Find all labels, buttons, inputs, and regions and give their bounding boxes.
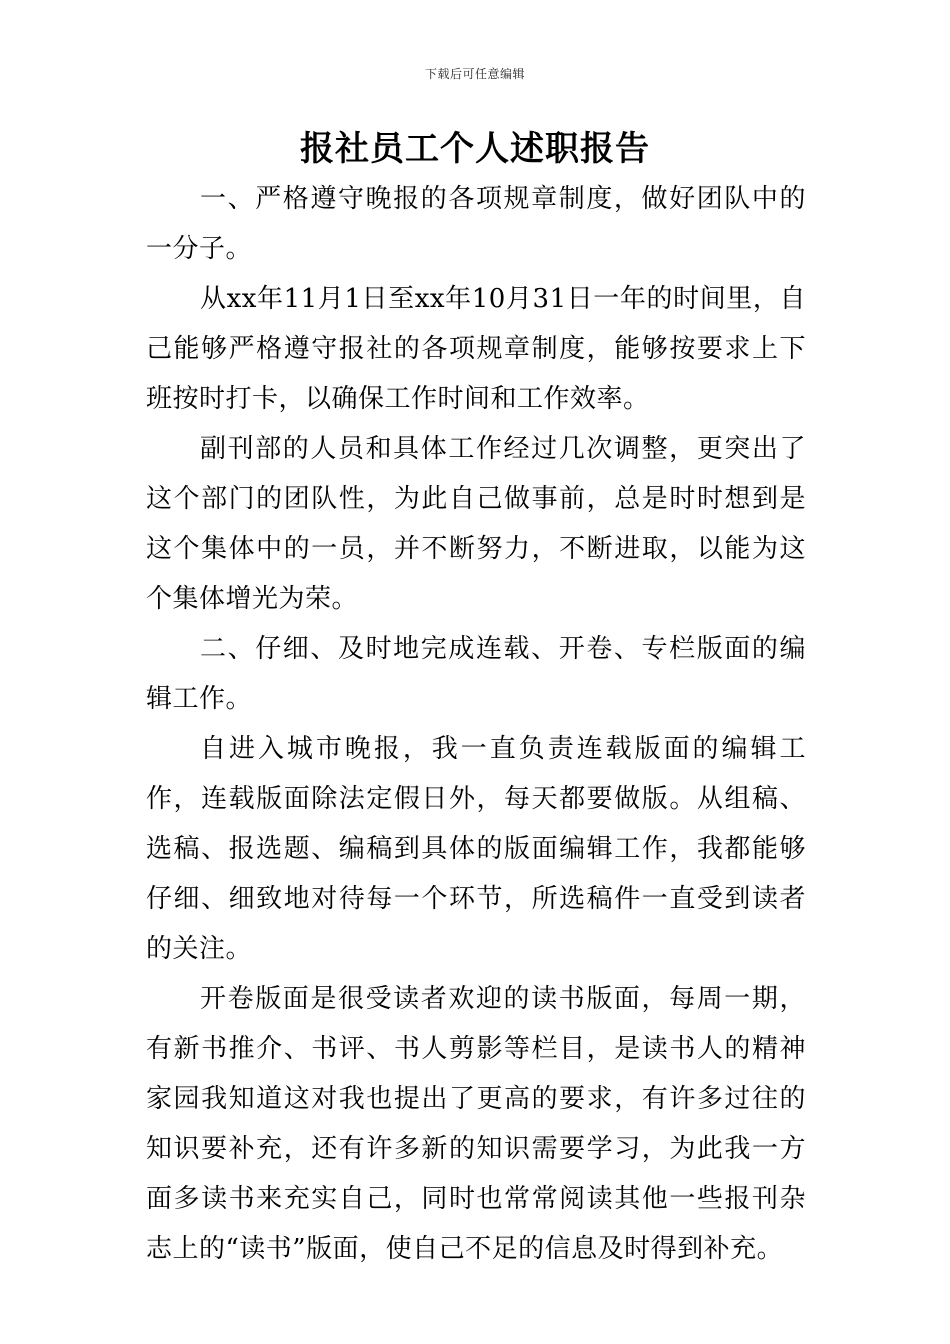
document-title: 报社员工个人述职报告 (300, 129, 650, 169)
document-body (146, 174, 806, 1274)
paragraph-section-one-heading: 一、严格遵守晚报的各项规章制度，做好团队中的一分子。 (146, 184, 806, 264)
paragraph-section-two-heading: 二、仔细、及时地完成连载、开卷、专栏版面的编辑工作。 (146, 634, 806, 714)
paragraph-attendance: 从xx年11月1日至xx年10月31日一年的时间里，自己能够严格遵守报社的各项规章制度，能够按要求上下班按时打卡，以确保工作时间和工作效率。 (146, 284, 806, 414)
paragraph-reading-section: 开卷版面是很受读者欢迎的读书版面，每周一期，有新书推介、书评、书人剪影等栏目，是读书人的精神家园我知道这对我也提出了更高的要求，有许多过往的知识要补充，还有许多新的知识需要学习，为此我一方面多读书来充实自己，同时也常常阅读其他一些报刊杂志上的“读书”版面，使自己不足的信息及时得到补充。 (146, 984, 806, 1264)
paragraph-serial-editing: 自进入城市晚报，我一直负责连载版面的编辑工作，连载版面除法定假日外，每天都要做版。从组稿、选稿、报选题、编稿到具体的版面编辑工作，我都能够仔细、细致地对待每一个环节，所选稿件一直受到读者的关注。 (146, 734, 806, 964)
paragraph-team-spirit: 副刊部的人员和具体工作经过几次调整，更突出了这个部门的团队性，为此自己做事前，总是时时想到是这个集体中的一员，并不断努力，不断进取，以能为这个集体增光为荣。 (146, 434, 806, 614)
header-note: 下载后可任意编辑 (424, 67, 525, 81)
